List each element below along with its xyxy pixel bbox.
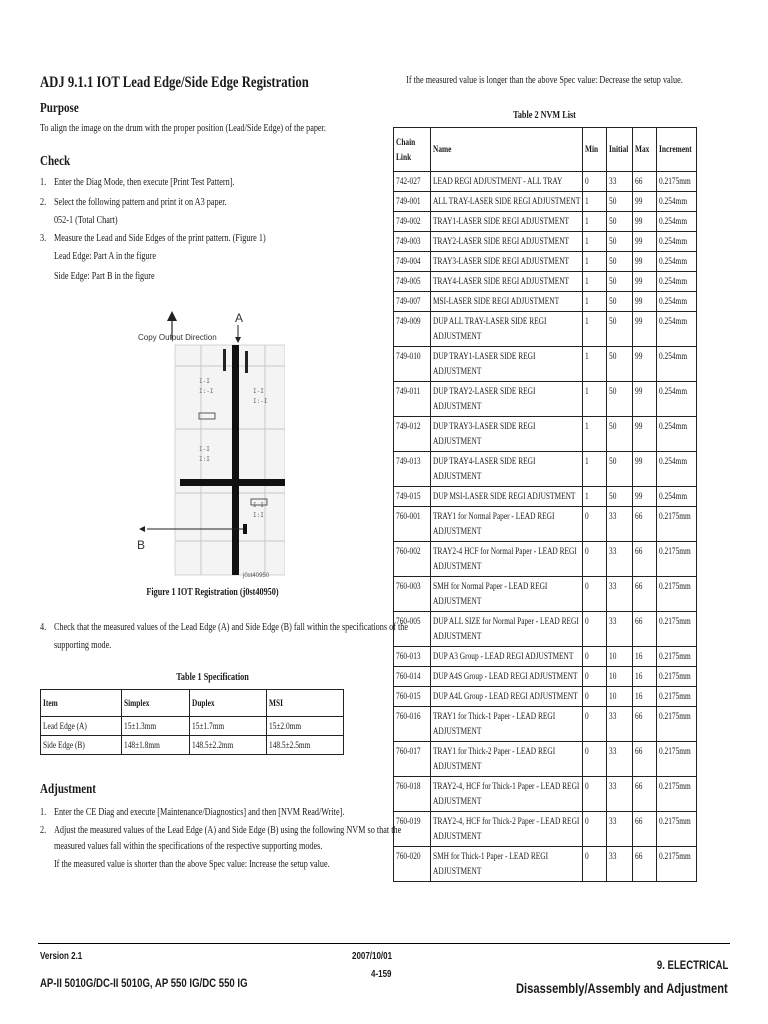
table-cell: 749-012: [394, 417, 431, 452]
table-cell: 50: [607, 347, 633, 382]
table-cell: 760-019: [394, 812, 431, 847]
table-cell: 0.254mm: [657, 382, 697, 417]
table-cell: 0.2175mm: [657, 577, 697, 612]
table-cell: DUP TRAY1-LASER SIDE REGI ADJUSTMENT: [431, 347, 583, 382]
table-cell: 0.254mm: [657, 272, 697, 292]
table-cell: 66: [633, 777, 657, 812]
footer-model: AP-II 5010G/DC-II 5010G, AP 550 IG/DC 550 IG: [40, 976, 248, 990]
table-cell: 66: [633, 172, 657, 192]
longer-note: If the measured value is longer than the above Spec value: Decrease the setup value.: [406, 75, 683, 86]
table-cell: 0.2175mm: [657, 742, 697, 777]
table-cell: 99: [633, 252, 657, 272]
footer-version: Version 2.1: [40, 951, 83, 962]
table-cell: 0: [583, 507, 607, 542]
table-cell: 148.5±2.5mm: [266, 736, 343, 755]
table-cell: 0.254mm: [657, 232, 697, 252]
table-cell: ALL TRAY-LASER SIDE REGI ADJUSTMENT: [431, 192, 583, 212]
table-cell: 0: [583, 542, 607, 577]
table-cell: 10: [607, 647, 633, 667]
table-row: [394, 292, 697, 312]
table-cell: 0.254mm: [657, 452, 697, 487]
adjustment-step-2: 2. Adjust the measured values of the Lead Edge (A) and Side Edge (B) using the following NVM so that the: [40, 825, 402, 836]
table-cell: 0.2175mm: [657, 612, 697, 647]
table-cell: 33: [607, 847, 633, 882]
table-cell: TRAY1-LASER SIDE REGI ADJUSTMENT: [431, 212, 583, 232]
table-cell: 749-003: [394, 232, 431, 252]
table-cell: 16: [633, 667, 657, 687]
table-cell: 0.254mm: [657, 487, 697, 507]
table-cell: 33: [607, 742, 633, 777]
table-row: [394, 542, 697, 577]
right-column: [393, 74, 696, 882]
table-cell: 10: [607, 667, 633, 687]
table-cell: 1: [583, 417, 607, 452]
svg-text:I:‑I: I:‑I: [253, 398, 268, 405]
table-cell: TRAY1 for Normal Paper - LEAD REGI ADJUSTMENT: [431, 507, 583, 542]
table-header: Chain Link: [394, 128, 431, 172]
table-cell: 0.254mm: [657, 312, 697, 347]
table-cell: 50: [607, 382, 633, 417]
table-row: [394, 667, 697, 687]
table-cell: 0.2175mm: [657, 707, 697, 742]
table-cell: 10: [607, 687, 633, 707]
svg-text:I:I: I:I: [199, 456, 210, 463]
table-cell: 760-002: [394, 542, 431, 577]
table-cell: 50: [607, 212, 633, 232]
table-cell: 66: [633, 507, 657, 542]
table-cell: 1: [583, 312, 607, 347]
table-row: [394, 777, 697, 812]
table-cell: LEAD REGI ADJUSTMENT - ALL TRAY: [431, 172, 583, 192]
table-row: [394, 312, 697, 347]
table-cell: 50: [607, 232, 633, 252]
table-header: Duplex: [189, 690, 266, 717]
table-cell: 0.2175mm: [657, 667, 697, 687]
table-cell: 0: [583, 172, 607, 192]
table-cell: 1: [583, 452, 607, 487]
table-cell: 50: [607, 487, 633, 507]
table-cell: 99: [633, 382, 657, 417]
table-cell: 760-005: [394, 612, 431, 647]
table-cell: 15±2.0mm: [266, 717, 343, 736]
footer-date: 2007/10/01: [352, 951, 393, 962]
purpose-text: To align the image on the drum with the proper position (Lead/Side Edge) of the paper.: [40, 123, 326, 134]
table-cell: 50: [607, 252, 633, 272]
table-cell: 33: [607, 507, 633, 542]
adjustment-steps: [40, 805, 402, 873]
table-cell: DUP MSI-LASER SIDE REGI ADJUSTMENT: [431, 487, 583, 507]
table-cell: 760-003: [394, 577, 431, 612]
check-step-4-cont: supporting mode.: [53, 640, 112, 651]
table-row: [394, 647, 697, 667]
table-cell: 66: [633, 707, 657, 742]
table-header: Name: [431, 128, 583, 172]
table-cell: 0: [583, 612, 607, 647]
table-row: [394, 707, 697, 742]
table-row: [394, 172, 697, 192]
label-a: A: [235, 311, 244, 325]
table-cell: TRAY1 for Thick-2 Paper - LEAD REGI ADJUSTMENT: [431, 742, 583, 777]
figure-id-label: j0st40950: [243, 573, 270, 579]
table-cell: 0.254mm: [657, 292, 697, 312]
table-cell: 760-016: [394, 707, 431, 742]
table-cell: TRAY2-4, HCF for Thick-1 Paper - LEAD REGI ADJUSTMENT: [431, 777, 583, 812]
check-steps: [40, 175, 385, 287]
adjustment-step-1: 1. Enter the CE Diag and execute [Maintenance/Diagnostics] and then [NVM Read/Write].: [40, 807, 345, 818]
table-cell: 742-027: [394, 172, 431, 192]
table-cell: 99: [633, 232, 657, 252]
table-row: [394, 382, 697, 417]
table-cell: 99: [633, 212, 657, 232]
specification-table: [40, 689, 344, 755]
table-row: [394, 417, 697, 452]
footer-chapter: Disassembly/Assembly and Adjustment: [516, 980, 728, 996]
table-cell: 0.2175mm: [657, 812, 697, 847]
table-cell: DUP TRAY2-LASER SIDE REGI ADJUSTMENT: [431, 382, 583, 417]
table-cell: 760-014: [394, 667, 431, 687]
table-cell: 0.254mm: [657, 252, 697, 272]
table-cell: 33: [607, 612, 633, 647]
table-cell: 760-018: [394, 777, 431, 812]
table-cell: 1: [583, 292, 607, 312]
table-cell: 66: [633, 577, 657, 612]
nvm-table-body: [394, 172, 697, 882]
table-cell: 1: [583, 347, 607, 382]
table-cell: 99: [633, 272, 657, 292]
table-row: [394, 347, 697, 382]
svg-text:I:I: I:I: [253, 512, 264, 519]
check-step-3: 3. Measure the Lead and Side Edges of the print pattern. (Figure 1): [40, 233, 266, 244]
svg-text:I‑I: I‑I: [253, 388, 264, 395]
table-row: [394, 612, 697, 647]
label-b: B: [137, 538, 146, 552]
table-cell: 33: [607, 777, 633, 812]
table-cell: 0.2175mm: [657, 542, 697, 577]
table-header: Min: [583, 128, 607, 172]
table-cell: TRAY4-LASER SIDE REGI ADJUSTMENT: [431, 272, 583, 292]
table-cell: 99: [633, 192, 657, 212]
table-cell: 0: [583, 647, 607, 667]
table-cell: DUP ALL TRAY-LASER SIDE REGI ADJUSTMENT: [431, 312, 583, 347]
table-row: [394, 232, 697, 252]
table-header: Increment: [657, 128, 697, 172]
table-cell: 749-013: [394, 452, 431, 487]
table-cell: 99: [633, 487, 657, 507]
table-cell: DUP TRAY4-LASER SIDE REGI ADJUSTMENT: [431, 452, 583, 487]
table-row: [394, 212, 697, 232]
table-cell: 1: [583, 212, 607, 232]
table-cell: 749-011: [394, 382, 431, 417]
check-step-1: 1. Enter the Diag Mode, then execute [Print Test Pattern].: [40, 177, 235, 188]
svg-text:I‑I: I‑I: [199, 446, 210, 453]
registration-figure: [135, 311, 285, 591]
table-row: [394, 272, 697, 292]
check-step-3-lead-edge: Lead Edge: Part A in the figure: [53, 251, 156, 262]
table-cell: 99: [633, 312, 657, 347]
table-cell: 0.254mm: [657, 347, 697, 382]
table1-caption: Table 1 Specification: [176, 672, 249, 683]
table-row: [394, 687, 697, 707]
table-cell: 0: [583, 667, 607, 687]
table-cell: TRAY2-4, HCF for Thick-2 Paper - LEAD REGI ADJUSTMENT: [431, 812, 583, 847]
table-cell: TRAY1 for Thick-1 Paper - LEAD REGI ADJUSTMENT: [431, 707, 583, 742]
table-cell: 0: [583, 777, 607, 812]
table-cell: 760-020: [394, 847, 431, 882]
copy-output-direction-label: Copy Output Direction: [138, 333, 217, 342]
table-row: [41, 717, 344, 736]
svg-text:I:‑I: I:‑I: [199, 388, 214, 395]
table-row: [394, 192, 697, 212]
table-cell: 0.254mm: [657, 417, 697, 452]
table-cell: 148±1.8mm: [122, 736, 190, 755]
table-cell: MSI-LASER SIDE REGI ADJUSTMENT: [431, 292, 583, 312]
table-cell: 50: [607, 292, 633, 312]
table-cell: 0: [583, 742, 607, 777]
table-cell: TRAY2-LASER SIDE REGI ADJUSTMENT: [431, 232, 583, 252]
table-cell: 1: [583, 382, 607, 417]
table-cell: 0.2175mm: [657, 847, 697, 882]
table-row: [394, 577, 697, 612]
table-cell: 0: [583, 687, 607, 707]
table-cell: 749-001: [394, 192, 431, 212]
table-cell: TRAY3-LASER SIDE REGI ADJUSTMENT: [431, 252, 583, 272]
table-cell: 1: [583, 272, 607, 292]
table-cell: Side Edge (B): [41, 736, 122, 755]
table-header-row: [394, 128, 697, 172]
page-title: ADJ 9.1.1 IOT Lead Edge/Side Edge Registration: [40, 74, 309, 91]
table-cell: SMH for Thick-1 Paper - LEAD REGI ADJUSTMENT: [431, 847, 583, 882]
table-cell: 16: [633, 687, 657, 707]
table-cell: 749-007: [394, 292, 431, 312]
table-cell: DUP ALL SIZE for Normal Paper - LEAD REGI ADJUSTMENT: [431, 612, 583, 647]
adjustment-heading: Adjustment: [40, 781, 96, 796]
footer-section: 9. ELECTRICAL: [656, 958, 728, 972]
svg-text:I‑I: I‑I: [253, 502, 264, 509]
table-header: Initial: [607, 128, 633, 172]
table-cell: 50: [607, 272, 633, 292]
table-cell: 1: [583, 252, 607, 272]
table-row: [41, 736, 344, 755]
table-cell: 749-015: [394, 487, 431, 507]
check-step-3-side-edge: Side Edge: Part B in the figure: [53, 271, 155, 282]
table-cell: 0.254mm: [657, 192, 697, 212]
table-cell: 33: [607, 172, 633, 192]
table-cell: DUP A4S Group - LEAD REGI ADJUSTMENT: [431, 667, 583, 687]
table-cell: 1: [583, 487, 607, 507]
adjustment-shorter-note: If the measured value is shorter than the above Spec value: Increase the setup value.: [53, 859, 330, 870]
table-cell: 99: [633, 452, 657, 487]
nvm-list-table: [393, 127, 697, 882]
check-step-4: 4. Check that the measured values of the Lead Edge (A) and Side Edge (B) fall within the specifications of the: [40, 622, 409, 633]
figure-caption: Figure 1 IOT Registration (j0st40950): [146, 587, 279, 598]
table-cell: TRAY2-4 HCF for Normal Paper - LEAD REGI ADJUSTMENT: [431, 542, 583, 577]
table-cell: 0.2175mm: [657, 687, 697, 707]
footer-page-number: 4-159: [371, 969, 392, 980]
table-cell: 66: [633, 612, 657, 647]
table-cell: 99: [633, 417, 657, 452]
table-cell: 749-004: [394, 252, 431, 272]
table-cell: 0.254mm: [657, 212, 697, 232]
check-heading: Check: [40, 153, 71, 168]
table-row: [394, 812, 697, 847]
table-cell: 0.2175mm: [657, 777, 697, 812]
table-cell: DUP A3 Group - LEAD REGI ADJUSTMENT: [431, 647, 583, 667]
table-cell: 15±1.7mm: [189, 717, 266, 736]
check-step-2: 2. Select the following pattern and print it on A3 paper.: [40, 197, 227, 208]
table-header: Simplex: [122, 690, 190, 717]
table-cell: 66: [633, 847, 657, 882]
table-cell: 66: [633, 542, 657, 577]
table-cell: 0: [583, 707, 607, 742]
table-cell: 749-002: [394, 212, 431, 232]
table-cell: 50: [607, 312, 633, 347]
table-header: Item: [41, 690, 122, 717]
table-cell: 33: [607, 542, 633, 577]
table-cell: 50: [607, 417, 633, 452]
table-row: [394, 452, 697, 487]
table-cell: 0.2175mm: [657, 507, 697, 542]
table-cell: 749-009: [394, 312, 431, 347]
table-cell: 148.5±2.2mm: [189, 736, 266, 755]
table-cell: 760-013: [394, 647, 431, 667]
check-step-2-pattern: 052-1 (Total Chart): [53, 215, 118, 226]
table-cell: 760-017: [394, 742, 431, 777]
table-cell: 749-010: [394, 347, 431, 382]
table-cell: SMH for Normal Paper - LEAD REGI ADJUSTMENT: [431, 577, 583, 612]
table-cell: 0: [583, 847, 607, 882]
table-cell: 66: [633, 812, 657, 847]
registration-diagram: [135, 311, 285, 587]
table-cell: 50: [607, 192, 633, 212]
table-cell: 33: [607, 707, 633, 742]
table-cell: DUP A4L Group - LEAD REGI ADJUSTMENT: [431, 687, 583, 707]
table-cell: 0: [583, 577, 607, 612]
table-row: [394, 847, 697, 882]
adjustment-step-2-cont: measured values fall within the specifications of the respective supporting modes.: [53, 841, 323, 852]
table2-caption: Table 2 NVM List: [513, 110, 576, 121]
table-row: [394, 487, 697, 507]
table-cell: 1: [583, 232, 607, 252]
table-cell: 99: [633, 347, 657, 382]
table-cell: 15±1.3mm: [122, 717, 190, 736]
table-cell: 0: [583, 812, 607, 847]
table-row: [394, 507, 697, 542]
table-row: [394, 252, 697, 272]
table-cell: 0.2175mm: [657, 647, 697, 667]
purpose-heading: Purpose: [40, 100, 79, 115]
table-cell: Lead Edge (A): [41, 717, 122, 736]
table-cell: 99: [633, 292, 657, 312]
table-cell: 0.2175mm: [657, 172, 697, 192]
table-cell: 66: [633, 742, 657, 777]
table-cell: 33: [607, 577, 633, 612]
table-cell: 760-015: [394, 687, 431, 707]
table-cell: 50: [607, 452, 633, 487]
footer-divider: [38, 943, 730, 944]
table-cell: 16: [633, 647, 657, 667]
table-header: Max: [633, 128, 657, 172]
table-cell: 33: [607, 812, 633, 847]
table-header: MSI: [266, 690, 343, 717]
table-header-row: [41, 690, 344, 717]
table-cell: 1: [583, 192, 607, 212]
svg-text:I‑I: I‑I: [199, 378, 210, 385]
table-cell: 760-001: [394, 507, 431, 542]
table-cell: 749-005: [394, 272, 431, 292]
table-row: [394, 742, 697, 777]
table-cell: DUP TRAY3-LASER SIDE REGI ADJUSTMENT: [431, 417, 583, 452]
